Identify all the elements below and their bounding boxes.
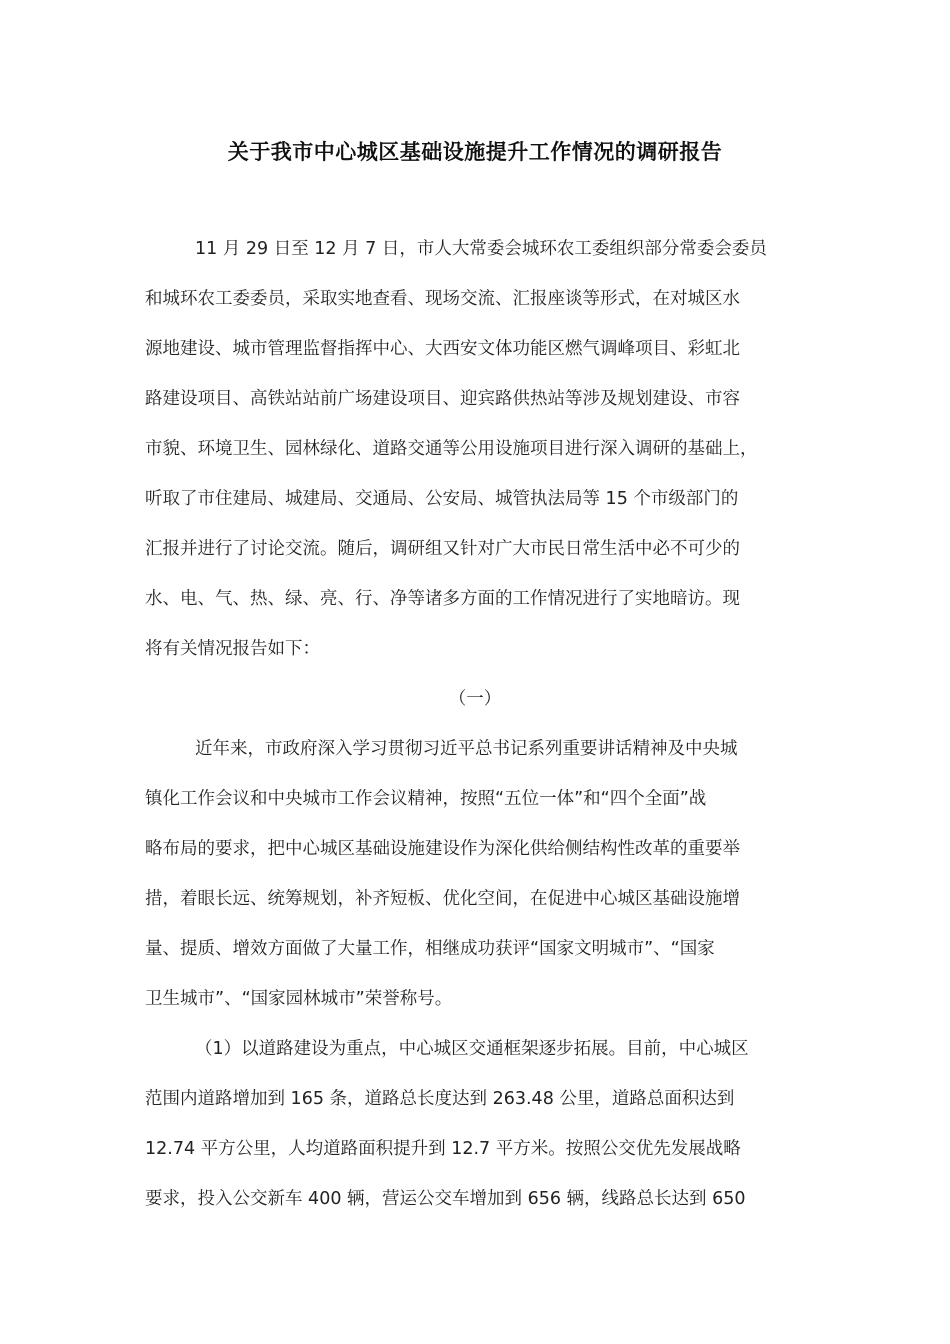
paragraph-line: 将有关情况报告如下： <box>145 639 320 659</box>
paragraph-line: 水、电、气、热、绿、亮、行、净等诸多方面的工作情况进行了实地暗访。现 <box>145 589 740 609</box>
paragraph-line: 范围内道路增加到 165 条，道路总长度达到 263.48 公里，道路总面积达到 <box>145 1089 735 1109</box>
paragraph-line: 要求，投入公交新车 400 辆，营运公交车增加到 656 辆，线路总长达到 650 <box>145 1189 746 1209</box>
paragraph-line: 量、提质、增效方面做了大量工作，相继成功获评“国家文明城市”、“国家 <box>145 939 715 959</box>
paragraph-line: 听取了市住建局、城建局、交通局、公安局、城管执法局等 15 个市级部门的 <box>145 489 739 509</box>
paragraph-line: 近年来，市政府深入学习贯彻习近平总书记系列重要讲话精神及中央城 <box>195 739 738 759</box>
paragraph-line: 和城环农工委委员，采取实地查看、现场交流、汇报座谈等形式，在对城区水 <box>145 289 740 309</box>
paragraph-line: 12.74 平方公里，人均道路面积提升到 12.7 平方米。按照公交优先发展战略 <box>145 1139 741 1159</box>
paragraph-line: 市貌、环境卫生、园林绿化、道路交通等公用设施项目进行深入调研的基础上， <box>145 439 758 459</box>
section-heading: （一） <box>448 689 502 709</box>
paragraph-line: 略布局的要求，把中心城区基础设施建设作为深化供给侧结构性改革的重要举 <box>145 839 740 859</box>
paragraph-line: 卫生城市”、“国家园林城市”荣誉称号。 <box>145 989 453 1009</box>
paragraph-line: 路建设项目、高铁站站前广场建设项目、迎宾路供热站等涉及规划建设、市容 <box>145 389 740 409</box>
document-title: 关于我市中心城区基础设施提升工作情况的调研报告 <box>227 139 723 164</box>
paragraph-line: 镇化工作会议和中央城市工作会议精神，按照“五位一体”和“四个全面”战 <box>145 789 707 809</box>
paragraph-line: 汇报并进行了讨论交流。随后，调研组又针对广大市民日常生活中必不可少的 <box>145 539 740 559</box>
paragraph-line: （1）以道路建设为重点，中心城区交通框架逐步拓展。目前，中心城区 <box>195 1039 749 1059</box>
paragraph-line: 措，着眼长远、统筹规划，补齐短板、优化空间，在促进中心城区基础设施增 <box>145 889 740 909</box>
paragraph-line: 源地建设、城市管理监督指挥中心、大西安文体功能区燃气调峰项目、彩虹北 <box>145 339 740 359</box>
paragraph-line: 11 月 29 日至 12 月 7 日，市人大常委会城环农工委组织部分常委会委员 <box>195 239 767 259</box>
